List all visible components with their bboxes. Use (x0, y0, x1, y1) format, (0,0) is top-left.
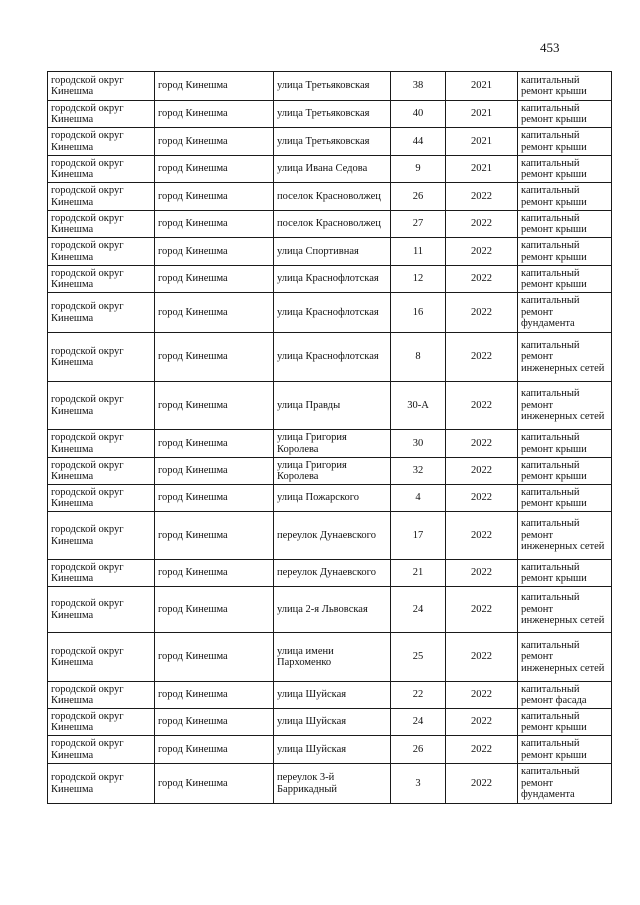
table-row (48, 293, 612, 333)
work-type-cell: капитальный ремонт крыши (518, 211, 612, 238)
year-cell: 2022 (446, 183, 518, 211)
year-cell: 2022 (446, 587, 518, 633)
table-row (48, 430, 612, 458)
house-number-cell: 3 (391, 764, 446, 804)
work-type-cell: капитальный ремонт крыши (518, 709, 612, 736)
year-cell: 2022 (446, 211, 518, 238)
year-cell: 2022 (446, 238, 518, 266)
house-number-cell: 26 (391, 183, 446, 211)
district-cell: городской округ Кинешма (48, 101, 155, 128)
street-cell: улица Пожарского (274, 485, 391, 512)
street-cell: улица Третьяковская (274, 128, 391, 156)
table-row (48, 266, 612, 293)
work-type-cell: капитальный ремонт крыши (518, 238, 612, 266)
district-cell: городской округ Кинешма (48, 430, 155, 458)
table-row (48, 238, 612, 266)
table-row (48, 764, 612, 804)
street-cell: улица Григория Королева (274, 430, 391, 458)
city-cell: город Кинешма (155, 238, 274, 266)
table-row (48, 485, 612, 512)
table-row (48, 382, 612, 430)
house-number-cell: 44 (391, 128, 446, 156)
city-cell: город Кинешма (155, 101, 274, 128)
street-cell: улица Спортивная (274, 238, 391, 266)
house-number-cell: 11 (391, 238, 446, 266)
city-cell: город Кинешма (155, 633, 274, 682)
work-type-cell: капитальный ремонт крыши (518, 101, 612, 128)
street-cell: улица Краснофлотская (274, 293, 391, 333)
table-row (48, 458, 612, 485)
table-row (48, 587, 612, 633)
table-row (48, 128, 612, 156)
district-cell: городской округ Кинешма (48, 156, 155, 183)
work-type-cell: капитальный ремонт крыши (518, 485, 612, 512)
city-cell: город Кинешма (155, 764, 274, 804)
street-cell: переулок Дунаевского (274, 560, 391, 587)
house-number-cell: 25 (391, 633, 446, 682)
city-cell: город Кинешма (155, 382, 274, 430)
table-row (48, 560, 612, 587)
city-cell: город Кинешма (155, 485, 274, 512)
house-number-cell: 24 (391, 709, 446, 736)
house-number-cell: 16 (391, 293, 446, 333)
year-cell: 2022 (446, 560, 518, 587)
work-type-cell: капитальный ремонт фундамента (518, 764, 612, 804)
district-cell: городской округ Кинешма (48, 382, 155, 430)
street-cell: поселок Красноволжец (274, 211, 391, 238)
city-cell: город Кинешма (155, 156, 274, 183)
city-cell: город Кинешма (155, 293, 274, 333)
city-cell: город Кинешма (155, 560, 274, 587)
year-cell: 2022 (446, 382, 518, 430)
year-cell: 2022 (446, 485, 518, 512)
work-type-cell: капитальный ремонт крыши (518, 128, 612, 156)
year-cell: 2022 (446, 709, 518, 736)
year-cell: 2022 (446, 633, 518, 682)
table-row (48, 709, 612, 736)
street-cell: улица Третьяковская (274, 72, 391, 101)
district-cell: городской округ Кинешма (48, 238, 155, 266)
district-cell: городской округ Кинешма (48, 333, 155, 382)
district-cell: городской округ Кинешма (48, 709, 155, 736)
house-number-cell: 12 (391, 266, 446, 293)
street-cell: улица Краснофлотская (274, 333, 391, 382)
work-type-cell: капитальный ремонт фундамента (518, 293, 612, 333)
city-cell: город Кинешма (155, 682, 274, 709)
house-number-cell: 21 (391, 560, 446, 587)
street-cell: улица имени Пархоменко (274, 633, 391, 682)
city-cell: город Кинешма (155, 128, 274, 156)
street-cell: улица Шуйская (274, 709, 391, 736)
house-number-cell: 30-А (391, 382, 446, 430)
work-type-cell: капитальный ремонт инженерных сетей (518, 333, 612, 382)
year-cell: 2022 (446, 512, 518, 560)
work-type-cell: капитальный ремонт инженерных сетей (518, 633, 612, 682)
year-cell: 2022 (446, 764, 518, 804)
house-number-cell: 38 (391, 72, 446, 101)
work-type-cell: капитальный ремонт крыши (518, 560, 612, 587)
work-type-cell: капитальный ремонт инженерных сетей (518, 512, 612, 560)
city-cell: город Кинешма (155, 211, 274, 238)
table-body (48, 72, 612, 804)
work-type-cell: капитальный ремонт крыши (518, 736, 612, 764)
street-cell: улица Третьяковская (274, 101, 391, 128)
district-cell: городской округ Кинешма (48, 736, 155, 764)
house-number-cell: 32 (391, 458, 446, 485)
table-row (48, 682, 612, 709)
street-cell: улица 2-я Львовская (274, 587, 391, 633)
work-type-cell: капитальный ремонт инженерных сетей (518, 587, 612, 633)
house-number-cell: 4 (391, 485, 446, 512)
house-number-cell: 9 (391, 156, 446, 183)
city-cell: город Кинешма (155, 458, 274, 485)
work-type-cell: капитальный ремонт крыши (518, 72, 612, 101)
district-cell: городской округ Кинешма (48, 266, 155, 293)
table-row (48, 156, 612, 183)
house-number-cell: 27 (391, 211, 446, 238)
year-cell: 2021 (446, 128, 518, 156)
year-cell: 2021 (446, 72, 518, 101)
work-type-cell: капитальный ремонт крыши (518, 183, 612, 211)
city-cell: город Кинешма (155, 512, 274, 560)
year-cell: 2021 (446, 156, 518, 183)
year-cell: 2022 (446, 333, 518, 382)
street-cell: поселок Красноволжец (274, 183, 391, 211)
district-cell: городской округ Кинешма (48, 512, 155, 560)
year-cell: 2022 (446, 293, 518, 333)
city-cell: город Кинешма (155, 709, 274, 736)
table-row (48, 72, 612, 101)
district-cell: городской округ Кинешма (48, 682, 155, 709)
district-cell: городской округ Кинешма (48, 485, 155, 512)
district-cell: городской округ Кинешма (48, 128, 155, 156)
year-cell: 2022 (446, 736, 518, 764)
street-cell: улица Шуйская (274, 736, 391, 764)
street-cell: улица Григория Королева (274, 458, 391, 485)
table-row (48, 183, 612, 211)
table-row (48, 101, 612, 128)
city-cell: город Кинешма (155, 587, 274, 633)
table-row (48, 333, 612, 382)
district-cell: городской округ Кинешма (48, 458, 155, 485)
table-row (48, 736, 612, 764)
year-cell: 2022 (446, 458, 518, 485)
year-cell: 2022 (446, 682, 518, 709)
work-type-cell: капитальный ремонт крыши (518, 430, 612, 458)
repair-register-table (47, 71, 612, 804)
work-type-cell: капитальный ремонт крыши (518, 266, 612, 293)
table-row (48, 633, 612, 682)
house-number-cell: 8 (391, 333, 446, 382)
street-cell: переулок Дунаевского (274, 512, 391, 560)
house-number-cell: 26 (391, 736, 446, 764)
district-cell: городской округ Кинешма (48, 72, 155, 101)
district-cell: городской округ Кинешма (48, 587, 155, 633)
district-cell: городской округ Кинешма (48, 560, 155, 587)
work-type-cell: капитальный ремонт инженерных сетей (518, 382, 612, 430)
house-number-cell: 24 (391, 587, 446, 633)
city-cell: город Кинешма (155, 333, 274, 382)
year-cell: 2022 (446, 430, 518, 458)
city-cell: город Кинешма (155, 183, 274, 211)
street-cell: улица Правды (274, 382, 391, 430)
district-cell: городской округ Кинешма (48, 183, 155, 211)
street-cell: улица Краснофлотская (274, 266, 391, 293)
work-type-cell: капитальный ремонт фасада (518, 682, 612, 709)
page-number: 453 (540, 40, 560, 55)
district-cell: городской округ Кинешма (48, 633, 155, 682)
table-row (48, 512, 612, 560)
district-cell: городской округ Кинешма (48, 211, 155, 238)
table-row (48, 211, 612, 238)
street-cell: улица Ивана Седова (274, 156, 391, 183)
district-cell: городской округ Кинешма (48, 764, 155, 804)
city-cell: город Кинешма (155, 736, 274, 764)
work-type-cell: капитальный ремонт крыши (518, 156, 612, 183)
city-cell: город Кинешма (155, 266, 274, 293)
year-cell: 2021 (446, 101, 518, 128)
year-cell: 2022 (446, 266, 518, 293)
house-number-cell: 17 (391, 512, 446, 560)
street-cell: улица Шуйская (274, 682, 391, 709)
work-type-cell: капитальный ремонт крыши (518, 458, 612, 485)
city-cell: город Кинешма (155, 72, 274, 101)
street-cell: переулок 3-й Баррикадный (274, 764, 391, 804)
house-number-cell: 30 (391, 430, 446, 458)
house-number-cell: 40 (391, 101, 446, 128)
city-cell: город Кинешма (155, 430, 274, 458)
house-number-cell: 22 (391, 682, 446, 709)
district-cell: городской округ Кинешма (48, 293, 155, 333)
